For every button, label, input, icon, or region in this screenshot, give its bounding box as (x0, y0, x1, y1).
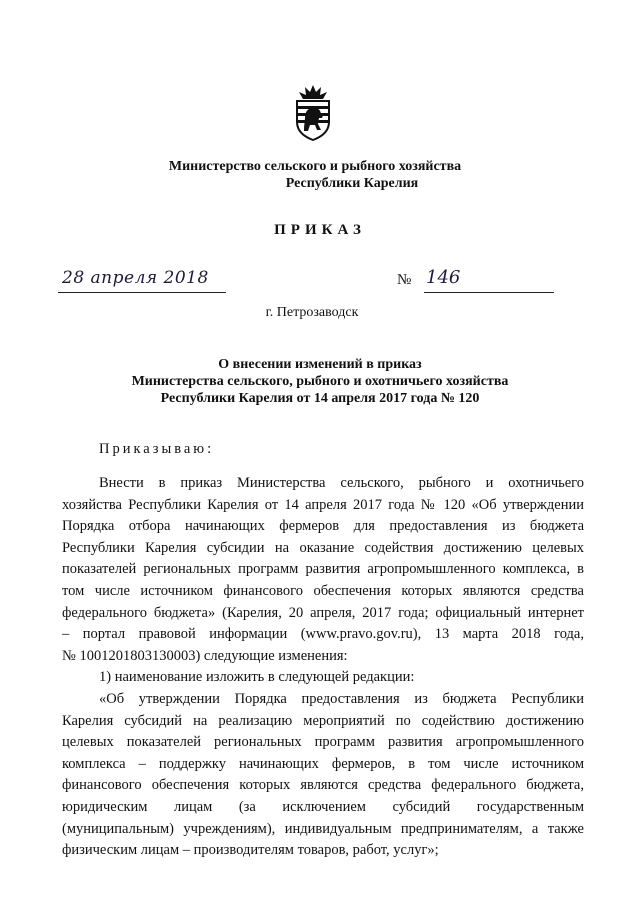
body-line: № 1001201803130003) следующие изменения: (62, 647, 348, 664)
subject-line-1: О внесении изменений в приказ (218, 357, 422, 372)
number-field (424, 267, 554, 293)
city-name: г. Петрозаводск (265, 305, 359, 320)
body-line: хозяйства Республики Карелия от 14 апреля 2017 года № 120 «Об утверждении (62, 496, 584, 513)
body-line: (муниципальным) учреждениям), индивидуальным предпринимателям, а также (62, 820, 584, 837)
body-line: финансового обеспечения которых являются средства федерального бюджета, (62, 777, 584, 794)
ministry-line-2: Республики Карелия (285, 176, 419, 191)
body-line: комплекса – поддержку начинающих фермеров, в том числе источником (62, 755, 584, 772)
body-line: «Об утверждении Порядка предоставления из бюджета Республики (99, 690, 584, 707)
body-line: – портал правовой информации (www.pravo.gov.ru), 13 марта 2018 года, (62, 626, 584, 643)
order-subject (0, 356, 640, 407)
subject-line-2: Министерства сельского, рыбного и охотничьего хозяйства (131, 374, 509, 389)
number-label: № (397, 272, 412, 288)
date-field (58, 270, 226, 293)
body-line: юридическим лицам (за исключением субсидий государственным (62, 798, 584, 815)
handwritten-number: 146 (426, 267, 461, 288)
order-body (62, 473, 584, 862)
body-line: показателей региональных программ развития агропромышленного комплекса, в (62, 561, 584, 578)
body-line: Карелия субсидий на реализацию мероприятий по содействию достижению (62, 712, 584, 729)
body-line: Республики Карелия субсидии на оказание содействия достижению целевых (62, 539, 584, 556)
body-line: Внести в приказ Министерства сельского, рыбного и охотничьего (99, 475, 584, 491)
ministry-name (0, 158, 640, 192)
order-word: Приказываю: (99, 441, 215, 457)
body-line: 1) наименование изложить в следующей редакции: (99, 669, 415, 686)
body-line: физическим лицам – производителям товаров, работ, услуг»; (62, 842, 439, 859)
body-line: целевых показателей региональных программ развития агропромышленного (62, 734, 584, 751)
body-line: том числе источником финансового обеспечения которых являются средства (62, 582, 584, 599)
karelia-coat-of-arms-icon (290, 84, 336, 142)
body-line: Порядка отбора начинающих фермеров для предоставления из бюджета (62, 518, 584, 535)
document-type-title: ПРИКАЗ (274, 222, 366, 238)
body-line: федерального бюджета» (Карелия, 20 апреля, 2017 года; официальный интернет (62, 604, 584, 621)
subject-line-3: Республики Карелия от 14 апреля 2017 года № 120 (160, 391, 480, 406)
handwritten-date: 28 апреля 2018 (62, 268, 209, 288)
ministry-line-1: Министерство сельского и рыбного хозяйства (168, 159, 462, 174)
